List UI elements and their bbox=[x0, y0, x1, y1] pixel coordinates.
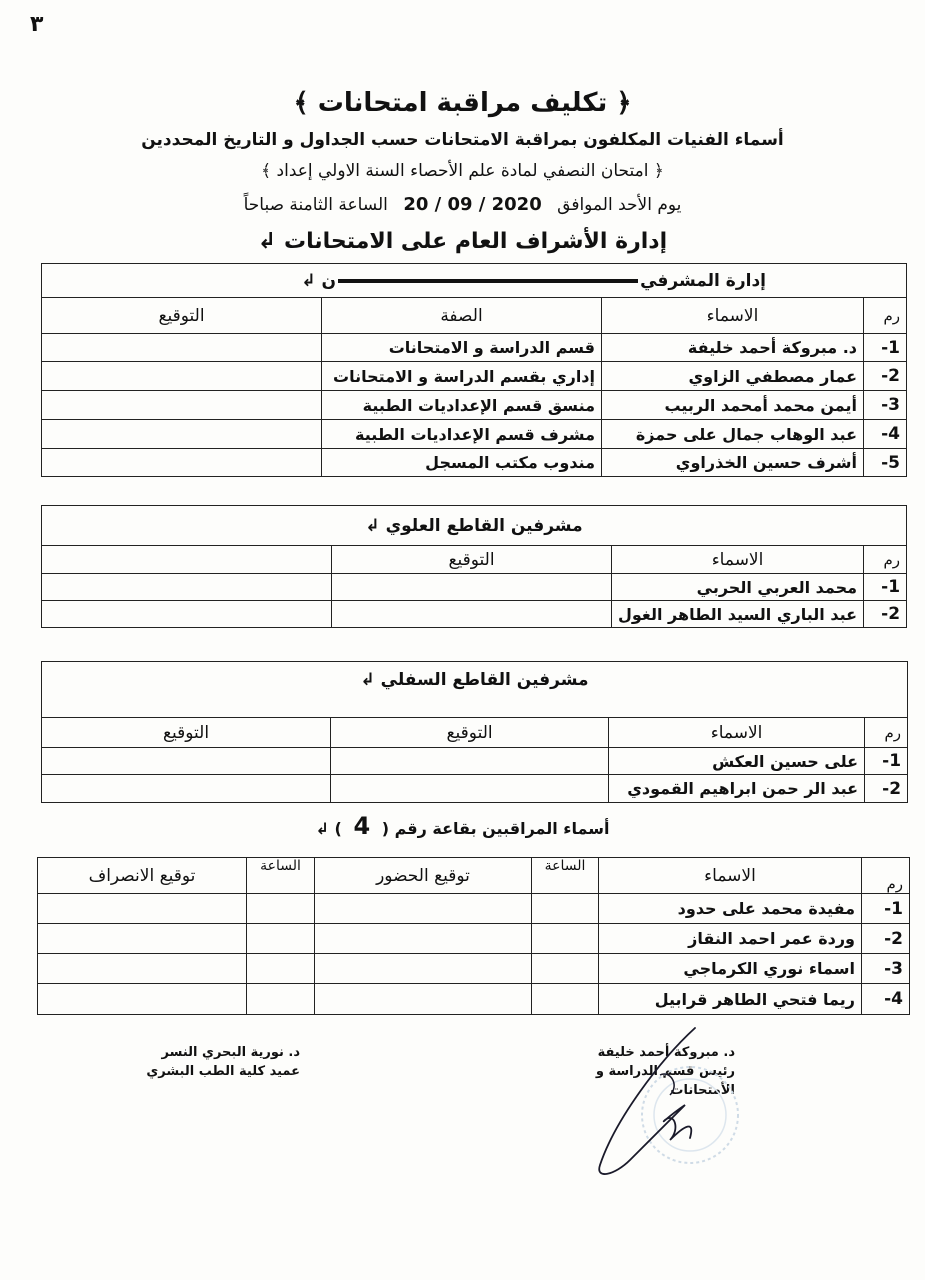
row-name: مفيدة محمد على حدود bbox=[599, 894, 862, 924]
table-row bbox=[38, 924, 910, 954]
col-header-signature: التوقيع bbox=[331, 718, 609, 748]
row-role: منسق قسم الإعداديات الطبية bbox=[322, 391, 602, 420]
title-stretch-bar bbox=[338, 279, 638, 283]
col-header-names: الاسماء bbox=[612, 546, 864, 574]
row-signature-cell bbox=[42, 420, 322, 449]
row-signature-cell bbox=[332, 574, 612, 601]
table-row bbox=[42, 449, 907, 477]
date-suffix: الساعة الثامنة صباحاً bbox=[243, 195, 388, 215]
col-header-time-out: الساعة bbox=[247, 858, 315, 894]
title-text-end: ن ↲ bbox=[301, 270, 337, 291]
table-row bbox=[42, 748, 908, 775]
row-name: د. مبروكة أحمد خليفة bbox=[602, 334, 864, 362]
row-time-out-cell bbox=[247, 984, 315, 1015]
row-name: وردة عمر احمد النقاز bbox=[599, 924, 862, 954]
row-time-in-cell bbox=[532, 954, 599, 984]
col-header-time-in: الساعة bbox=[532, 858, 599, 894]
row-name: على حسين العكش bbox=[609, 748, 865, 775]
table-row bbox=[42, 391, 907, 420]
upper-sector-title: مشرفين القاطع العلوي ↲ bbox=[42, 506, 907, 546]
table-title-row bbox=[42, 506, 907, 546]
table-header-row bbox=[38, 858, 910, 894]
row-departure-signature-cell bbox=[38, 894, 247, 924]
row-time-in-cell bbox=[532, 924, 599, 954]
upper-sector-table bbox=[41, 505, 907, 628]
table-title-row bbox=[42, 662, 908, 718]
col-header-number: رم bbox=[865, 718, 908, 748]
table-header-row bbox=[42, 546, 907, 574]
row-number: 4- bbox=[864, 420, 907, 449]
lower-sector-title: مشرفين القاطع السفلي ↲ bbox=[42, 662, 908, 718]
table-row bbox=[42, 601, 907, 628]
row-name: اسماء نوري الكرماجي bbox=[599, 954, 862, 984]
row-signature-cell bbox=[42, 362, 322, 391]
proctors-heading-prefix: أسماء المراقبين بقاعة رقم ( bbox=[381, 819, 610, 838]
row-departure-signature-cell bbox=[38, 924, 247, 954]
table-row bbox=[42, 420, 907, 449]
row-attendance-signature-cell bbox=[315, 984, 532, 1015]
signature-stroke bbox=[599, 1028, 695, 1174]
col-header-blank bbox=[42, 546, 332, 574]
col-header-names: الاسماء bbox=[602, 298, 864, 334]
row-time-in-cell bbox=[532, 984, 599, 1015]
col-header-number: رم bbox=[864, 546, 907, 574]
admin-supervisors-table bbox=[41, 263, 907, 477]
row-number: 4- bbox=[862, 984, 910, 1015]
row-number: 3- bbox=[864, 391, 907, 420]
proctors-heading-suffix: ) ↲ bbox=[315, 819, 342, 838]
row-blank-cell bbox=[42, 601, 332, 628]
row-departure-signature-cell bbox=[38, 984, 247, 1015]
col-header-attendance-signature: توقيع الحضور bbox=[315, 858, 532, 894]
row-number: 1- bbox=[865, 748, 908, 775]
row-role: مندوب مكتب المسجل bbox=[322, 449, 602, 477]
row-role: قسم الدراسة و الامتحانات bbox=[322, 334, 602, 362]
row-name: عمار مصطفي الزاوي bbox=[602, 362, 864, 391]
row-signature-cell bbox=[331, 775, 609, 803]
row-time-out-cell bbox=[247, 894, 315, 924]
col-header-names: الاسماء bbox=[609, 718, 865, 748]
table-row bbox=[38, 894, 910, 924]
exam-description: ﴿ امتحان النصفي لمادة علم الأحصاء السنة الاولي إعداد ﴾ bbox=[261, 161, 664, 181]
row-time-in-cell bbox=[532, 894, 599, 924]
col-header-number: رم bbox=[862, 858, 910, 894]
handwritten-signature-icon bbox=[520, 1020, 750, 1200]
table-header-row bbox=[42, 718, 908, 748]
exam-date: 20 / 09 / 2020 bbox=[403, 194, 542, 215]
row-number: 1- bbox=[864, 334, 907, 362]
col-header-number: رم bbox=[864, 298, 907, 334]
page-number-mark: ٣ bbox=[30, 12, 44, 37]
dean-name: د. نورية البحري النسر bbox=[161, 1045, 300, 1060]
row-attendance-signature-cell bbox=[315, 954, 532, 984]
col-header-departure-signature: توقيع الانصراف bbox=[38, 858, 247, 894]
document-subtitle: أسماء الفنيات المكلفون بمراقبة الامتحانات حسب الجداول و التاريخ المحددين bbox=[141, 130, 784, 150]
table-row bbox=[42, 775, 908, 803]
row-signature-cell bbox=[42, 391, 322, 420]
stamp-circle bbox=[642, 1067, 738, 1163]
row-time-out-cell bbox=[247, 924, 315, 954]
stamp-inner-circle bbox=[654, 1079, 726, 1151]
row-number: 1- bbox=[862, 894, 910, 924]
row-number: 1- bbox=[864, 574, 907, 601]
col-header-names: الاسماء bbox=[599, 858, 862, 894]
row-name: أيمن محمد أمحمد الربيب bbox=[602, 391, 864, 420]
table-row bbox=[38, 984, 910, 1015]
row-attendance-signature-cell bbox=[315, 894, 532, 924]
table-title-row bbox=[42, 264, 907, 298]
head-name: د. مبروكة أحمد خليفة bbox=[597, 1045, 735, 1060]
row-number: 5- bbox=[864, 449, 907, 477]
row-number: 2- bbox=[862, 924, 910, 954]
table-row bbox=[38, 954, 910, 984]
hall-number: 4 bbox=[353, 812, 371, 840]
row-name: عبد الوهاب جمال على حمزة bbox=[602, 420, 864, 449]
row-time-out-cell bbox=[247, 954, 315, 984]
proctors-heading bbox=[0, 812, 925, 840]
row-attendance-signature-cell bbox=[315, 924, 532, 954]
table-row bbox=[42, 574, 907, 601]
row-signature-cell bbox=[42, 334, 322, 362]
row-number: 2- bbox=[864, 362, 907, 391]
col-header-role: الصفة bbox=[322, 298, 602, 334]
row-name: عبد الر حمن ابراهيم القمودي bbox=[609, 775, 865, 803]
row-signature-cell bbox=[331, 748, 609, 775]
row-number: 2- bbox=[865, 775, 908, 803]
document-title: ﴿ تكليف مراقبة امتحانات ﴾ bbox=[293, 88, 632, 118]
row-name: عبد الباري السيد الطاهر الغول bbox=[612, 601, 864, 628]
date-prefix: يوم الأحد الموافق bbox=[557, 195, 682, 215]
table-row bbox=[42, 362, 907, 391]
row-name: أشرف حسين الخذراوي bbox=[602, 449, 864, 477]
row-signature-cell-2 bbox=[42, 775, 331, 803]
proctors-table bbox=[37, 857, 910, 1015]
admin-table-title bbox=[42, 264, 907, 298]
dean-signature-block bbox=[120, 1043, 300, 1081]
row-departure-signature-cell bbox=[38, 954, 247, 984]
table-header-row bbox=[42, 298, 907, 334]
dean-title: عميد كلية الطب البشري bbox=[146, 1064, 300, 1079]
row-signature-cell bbox=[332, 601, 612, 628]
row-number: 3- bbox=[862, 954, 910, 984]
lower-sector-table bbox=[41, 661, 908, 803]
head-title: رئيس قسم الدراسة و الأمتحانات bbox=[595, 1064, 735, 1098]
row-name: محمد العربي الحربي bbox=[612, 574, 864, 601]
row-number: 2- bbox=[864, 601, 907, 628]
row-signature-cell bbox=[42, 449, 322, 477]
table-row bbox=[42, 334, 907, 362]
section-heading: إدارة الأشراف العام على الامتحانات ↲ bbox=[257, 229, 668, 254]
col-header-signature: التوقيع bbox=[332, 546, 612, 574]
col-header-signature: التوقيع bbox=[42, 298, 322, 334]
row-role: إداري بقسم الدراسة و الامتحانات bbox=[322, 362, 602, 391]
row-signature-cell-2 bbox=[42, 748, 331, 775]
col-header-signature-2: التوقيع bbox=[42, 718, 331, 748]
row-role: مشرف قسم الإعداديات الطبية bbox=[322, 420, 602, 449]
row-name: ريما فتحي الطاهر قرابيل bbox=[599, 984, 862, 1015]
title-text-start: إدارة المشرفي bbox=[640, 270, 766, 291]
row-blank-cell bbox=[42, 574, 332, 601]
exam-date-line bbox=[0, 194, 925, 215]
